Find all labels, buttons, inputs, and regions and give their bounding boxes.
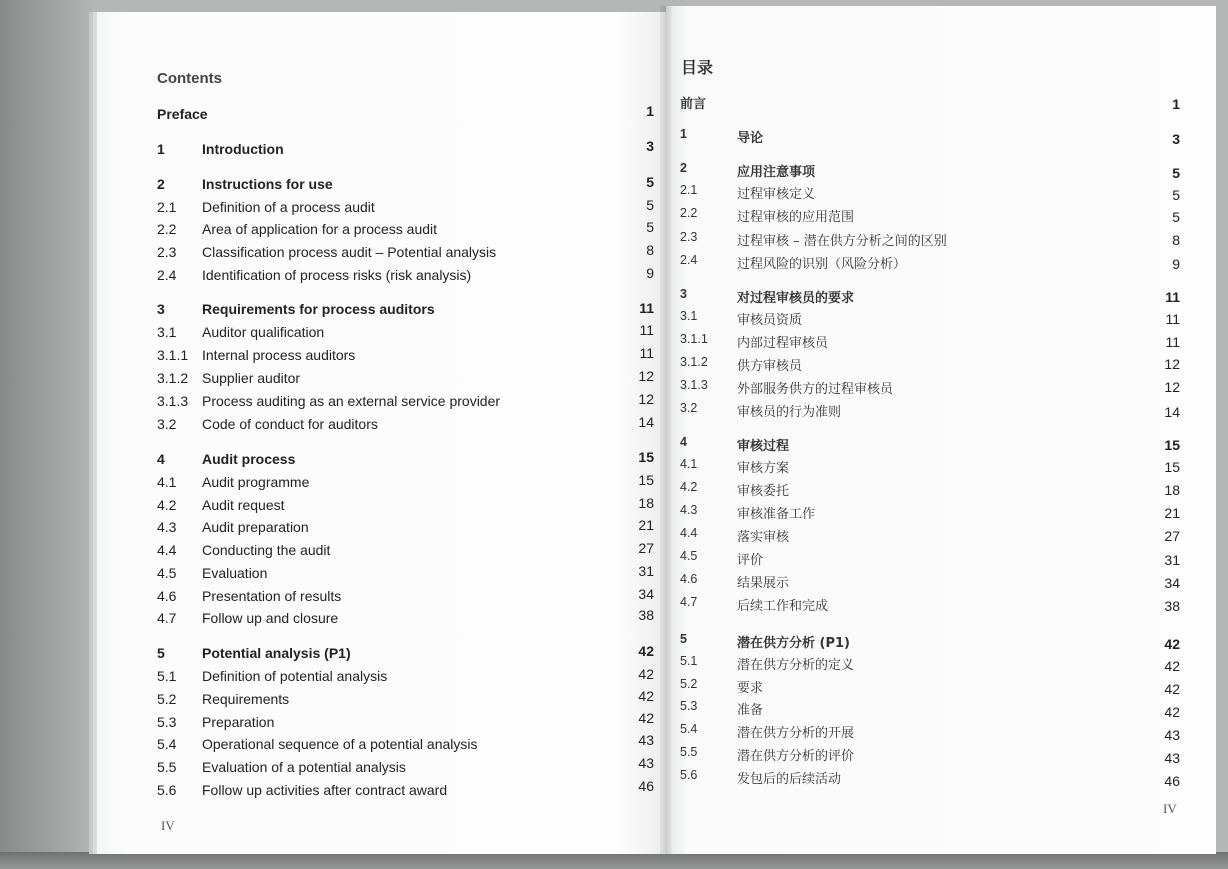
toc-section-title: Process auditing as an external service provider	[202, 393, 501, 409]
toc-section-title: 审核员的行为准则	[737, 405, 842, 420]
toc-section-title: Auditor qualification	[202, 324, 325, 340]
toc-row	[680, 457, 1120, 477]
toc-page-number: 14	[1164, 404, 1180, 420]
toc-section-title: Internal process auditors	[202, 347, 356, 363]
toc-section-number: 4.7	[680, 595, 698, 609]
toc-row	[680, 401, 1120, 421]
toc-section-title: Potential analysis (P1)	[202, 645, 351, 661]
toc-row	[680, 253, 1120, 273]
toc-page-number: 5	[1172, 187, 1180, 203]
toc-section-title: Introduction	[202, 141, 284, 157]
toc-row	[157, 714, 627, 734]
toc-section-number: 4.3	[157, 519, 177, 535]
toc-section-title: 外部服务供方的过程审核员	[737, 382, 894, 397]
toc-section-title: Audit process	[202, 451, 296, 467]
toc-section-number: 3.2	[157, 416, 177, 432]
toc-section-number: 4.2	[157, 497, 177, 513]
toc-page-number: 12	[638, 368, 654, 384]
toc-section-title: 落实审核	[737, 530, 790, 545]
toc-section-title: Audit preparation	[202, 519, 309, 535]
toc-page-number: 34	[638, 586, 654, 602]
toc-page-number: 18	[1164, 482, 1180, 498]
toc-row	[157, 267, 627, 287]
toc-page-number: 43	[1164, 750, 1180, 766]
toc-row	[157, 301, 627, 321]
toc-page-number: 11	[1165, 311, 1180, 327]
toc-section-number: 2.1	[157, 199, 177, 215]
toc-section-number: 2.2	[680, 206, 698, 220]
toc-section-title: Instructions for use	[202, 176, 333, 192]
toc-section-title: Operational sequence of a potential analysis	[202, 736, 478, 752]
toc-row	[680, 435, 1120, 455]
toc-row	[680, 595, 1120, 615]
toc-page-number: 11	[1165, 289, 1180, 305]
toc-section-title: Definition of a process audit	[202, 199, 375, 215]
toc-page-number: 42	[638, 688, 654, 704]
toc-section-title: 审核员资质	[737, 313, 803, 328]
toc-section-title: Audit request	[202, 497, 285, 513]
toc-section-number: 4.4	[157, 542, 177, 558]
page-folio-right: IV	[1163, 801, 1177, 816]
toc-page-number: 42	[1164, 636, 1180, 652]
toc-section-number: 5.3	[680, 699, 698, 713]
toc-page-number: 42	[1164, 658, 1180, 674]
toc-section-number: 4	[680, 435, 687, 449]
toc-row	[157, 347, 627, 367]
toc-row	[680, 378, 1120, 398]
toc-section-title: 审核方案	[737, 461, 790, 476]
toc-section-number: 3.1.2	[157, 370, 189, 386]
toc-section-number: 4.1	[157, 474, 177, 490]
toc-section-number: 5.1	[157, 668, 177, 684]
toc-row	[680, 503, 1120, 523]
toc-row	[157, 393, 627, 413]
toc-row	[680, 526, 1120, 546]
toc-section-number: 5.4	[680, 722, 698, 736]
toc-row	[157, 519, 627, 539]
toc-row	[680, 183, 1120, 203]
toc-section-title: Audit programme	[202, 474, 310, 490]
toc-section-number: 3.1.1	[157, 347, 189, 363]
toc-section-title: Follow up and closure	[202, 610, 339, 626]
toc-section-title: Supplier auditor	[202, 370, 301, 386]
toc-section-title: Requirements	[202, 691, 290, 707]
toc-section-number: 2.4	[680, 253, 698, 267]
toc-section-number: 5.1	[680, 654, 698, 668]
book-spine	[660, 6, 672, 854]
toc-section-title: 导论	[737, 131, 764, 146]
toc-row	[157, 199, 627, 219]
toc-section-title: Classification process audit – Potential analysis	[202, 244, 497, 260]
toc-page-number: 1	[646, 103, 654, 119]
toc-page-number: 43	[638, 755, 654, 771]
toc-section-number: 2.1	[680, 183, 698, 197]
toc-page-number: 31	[638, 563, 654, 579]
toc-row	[157, 668, 627, 688]
contents-title-chinese: 目录	[681, 60, 714, 77]
toc-row	[680, 161, 1120, 181]
toc-page-number: 15	[638, 472, 654, 488]
toc-row	[680, 309, 1120, 329]
toc-row	[157, 221, 627, 241]
toc-section-number: 5	[680, 632, 687, 646]
toc-row	[680, 332, 1120, 352]
toc-section-number: 3.2	[680, 401, 698, 415]
toc-section-number: 2.4	[157, 267, 177, 283]
toc-section-title: Evaluation	[202, 565, 268, 581]
toc-page-number: 1	[1172, 96, 1180, 112]
toc-row	[680, 654, 1120, 674]
toc-section-title: 后续工作和完成	[737, 599, 829, 614]
toc-page-number: 21	[1164, 505, 1180, 521]
toc-page-number: 5	[646, 219, 654, 235]
toc-section-title: 过程审核 – 潜在供方分析之间的区别	[737, 234, 947, 249]
toc-page-number: 38	[1164, 598, 1180, 614]
toc-section-title: Area of application for a process audit	[202, 221, 438, 237]
toc-page-number: 11	[1165, 334, 1180, 350]
contents-title-english: Contents	[157, 70, 222, 87]
toc-row	[680, 230, 1120, 250]
toc-page-number: 15	[1164, 459, 1180, 475]
toc-row	[680, 699, 1120, 719]
toc-section-number: 5.3	[157, 714, 177, 730]
toc-section-title: 过程风险的识别（风险分析）	[737, 257, 907, 272]
toc-row	[680, 206, 1120, 226]
toc-section-title: 审核委托	[737, 484, 790, 499]
toc-page-number: 46	[638, 778, 654, 794]
toc-section-number: 2.3	[157, 244, 177, 260]
toc-section-title: Evaluation of a potential analysis	[202, 759, 406, 775]
toc-section-number: 5.5	[157, 759, 177, 775]
toc-row	[157, 691, 627, 711]
toc-section-number: 3.1.3	[680, 378, 708, 392]
toc-page-number: 21	[638, 517, 654, 533]
toc-section-title: Identification of process risks (risk analysis)	[202, 267, 472, 283]
toc-page-number: 42	[1164, 681, 1180, 697]
toc-row	[680, 572, 1120, 592]
toc-page-number: 12	[1164, 356, 1180, 372]
toc-section-number: 4.6	[680, 572, 698, 586]
toc-row	[680, 745, 1120, 765]
toc-section-number: 5	[157, 645, 165, 661]
toc-row	[680, 632, 1120, 652]
toc-section-title: 潜在供方分析 (P1)	[737, 636, 850, 651]
toc-section-title: 潜在供方分析的开展	[737, 726, 855, 741]
toc-page-number: 5	[1172, 209, 1180, 225]
toc-section-number: 5.6	[680, 768, 698, 782]
toc-page-number: 8	[1172, 232, 1180, 248]
toc-section-title: 评价	[737, 553, 764, 568]
toc-section-number: 5.2	[157, 691, 177, 707]
toc-section-title: Presentation of results	[202, 588, 342, 604]
toc-row	[157, 416, 627, 436]
toc-row	[157, 244, 627, 264]
toc-section-number: 3.1	[157, 324, 177, 340]
toc-page-number: 11	[639, 345, 654, 361]
toc-row	[157, 497, 627, 517]
toc-section-number: 2.2	[157, 221, 177, 237]
toc-page-number: 11	[639, 322, 654, 338]
toc-section-number: 2	[680, 161, 687, 175]
toc-page-number: 14	[638, 414, 654, 430]
toc-section-number: 5.6	[157, 782, 177, 798]
toc-section-number: 4.4	[680, 526, 698, 540]
toc-row	[680, 480, 1120, 500]
toc-page-number: 9	[1172, 256, 1180, 272]
toc-page-number: 42	[638, 643, 654, 659]
toc-page-number: 3	[1172, 131, 1180, 147]
toc-section-number: 4	[157, 451, 165, 467]
toc-row	[157, 736, 627, 756]
toc-section-number: 4.5	[680, 549, 698, 563]
toc-page-number: 12	[638, 391, 654, 407]
toc-section-number: 4.6	[157, 588, 177, 604]
toc-page-number: 42	[638, 666, 654, 682]
toc-page-number: 27	[1164, 528, 1180, 544]
toc-page-number: 18	[638, 495, 654, 511]
toc-row	[157, 565, 627, 585]
toc-row	[157, 474, 627, 494]
toc-row	[157, 370, 627, 390]
toc-row	[157, 176, 627, 196]
toc-page-number: 9	[646, 265, 654, 281]
toc-page-number: 46	[1164, 773, 1180, 789]
toc-row	[157, 588, 627, 608]
toc-section-title: 内部过程审核员	[737, 336, 829, 351]
toc-section-title: 准备	[737, 703, 764, 718]
toc-page-number: 15	[638, 449, 654, 465]
toc-row	[680, 722, 1120, 742]
toc-row	[157, 106, 627, 126]
page-folio-left: IV	[161, 818, 175, 833]
toc-page-number: 31	[1164, 552, 1180, 568]
toc-section-title: 结果展示	[737, 576, 790, 591]
toc-section-title: 供方审核员	[737, 359, 803, 374]
toc-section-number: 3.1.3	[157, 393, 189, 409]
toc-row	[157, 782, 627, 802]
toc-row	[680, 355, 1120, 375]
toc-row	[157, 542, 627, 562]
toc-section-title: 审核准备工作	[737, 507, 816, 522]
toc-page-number: 15	[1164, 437, 1180, 453]
toc-section-title: 应用注意事项	[737, 165, 816, 180]
toc-row	[680, 549, 1120, 569]
toc-section-number: 4.7	[157, 610, 177, 626]
toc-section-number: 2.3	[680, 230, 698, 244]
toc-section-title: Definition of potential analysis	[202, 668, 388, 684]
toc-section-title: Code of conduct for auditors	[202, 416, 378, 432]
toc-row	[680, 287, 1120, 307]
toc-section-number: 2	[157, 176, 165, 192]
toc-section-title: Requirements for process auditors	[202, 301, 435, 317]
toc-section-number: 5.2	[680, 677, 698, 691]
toc-section-title: Preparation	[202, 714, 275, 730]
toc-page-number: 27	[638, 540, 654, 556]
toc-section-number: 4.5	[157, 565, 177, 581]
toc-section-title: 过程审核定义	[737, 187, 816, 202]
toc-page-number: 5	[646, 197, 654, 213]
toc-row	[680, 127, 1120, 147]
toc-page-number: 43	[1164, 727, 1180, 743]
toc-page-number: 12	[1164, 379, 1180, 395]
toc-row	[157, 141, 627, 161]
toc-page-number: 42	[638, 710, 654, 726]
toc-section-title: 要求	[737, 681, 764, 696]
toc-row	[157, 610, 627, 630]
toc-page-number: 34	[1164, 575, 1180, 591]
toc-section-number: 1	[157, 141, 165, 157]
scanner-edge	[0, 852, 1228, 869]
toc-page-number: 8	[646, 242, 654, 258]
toc-row	[680, 93, 1120, 113]
toc-section-title: 发包后的后续活动	[737, 772, 842, 787]
toc-page-number: 38	[638, 607, 654, 623]
toc-page-number: 5	[646, 174, 654, 190]
toc-section-number: 4.1	[680, 457, 698, 471]
toc-section-number: 1	[680, 127, 687, 141]
toc-page-number: 5	[1172, 165, 1180, 181]
toc-row	[157, 645, 627, 665]
toc-section-number: 前言	[680, 97, 707, 112]
toc-section-number: 3	[157, 301, 165, 317]
toc-section-title: Follow up activities after contract award	[202, 782, 448, 798]
toc-section-number: 3.1	[680, 309, 698, 323]
toc-section-number: 3.1.2	[680, 355, 708, 369]
toc-section-title: 过程审核的应用范围	[737, 210, 855, 225]
toc-section-number: 4.2	[680, 480, 698, 494]
toc-row	[680, 677, 1120, 697]
toc-row	[680, 768, 1120, 788]
toc-page-number: 11	[639, 300, 654, 316]
toc-page-number: 42	[1164, 704, 1180, 720]
toc-section-number: 3	[680, 287, 687, 301]
toc-section-number: 5.5	[680, 745, 698, 759]
toc-section-title: 潜在供方分析的评价	[737, 749, 855, 764]
toc-row	[157, 759, 627, 779]
toc-row	[157, 451, 627, 471]
toc-section-title: 潜在供方分析的定义	[737, 658, 855, 673]
toc-page-number: 43	[638, 732, 654, 748]
toc-section-number: 5.4	[157, 736, 177, 752]
toc-section-title: Conducting the audit	[202, 542, 331, 558]
toc-section-number: Preface	[157, 106, 208, 122]
toc-row	[157, 324, 627, 344]
toc-section-number: 3.1.1	[680, 332, 708, 346]
toc-section-title: 审核过程	[737, 439, 790, 454]
toc-section-number: 4.3	[680, 503, 698, 517]
toc-section-title: 对过程审核员的要求	[737, 291, 855, 306]
toc-page-number: 3	[646, 138, 654, 154]
